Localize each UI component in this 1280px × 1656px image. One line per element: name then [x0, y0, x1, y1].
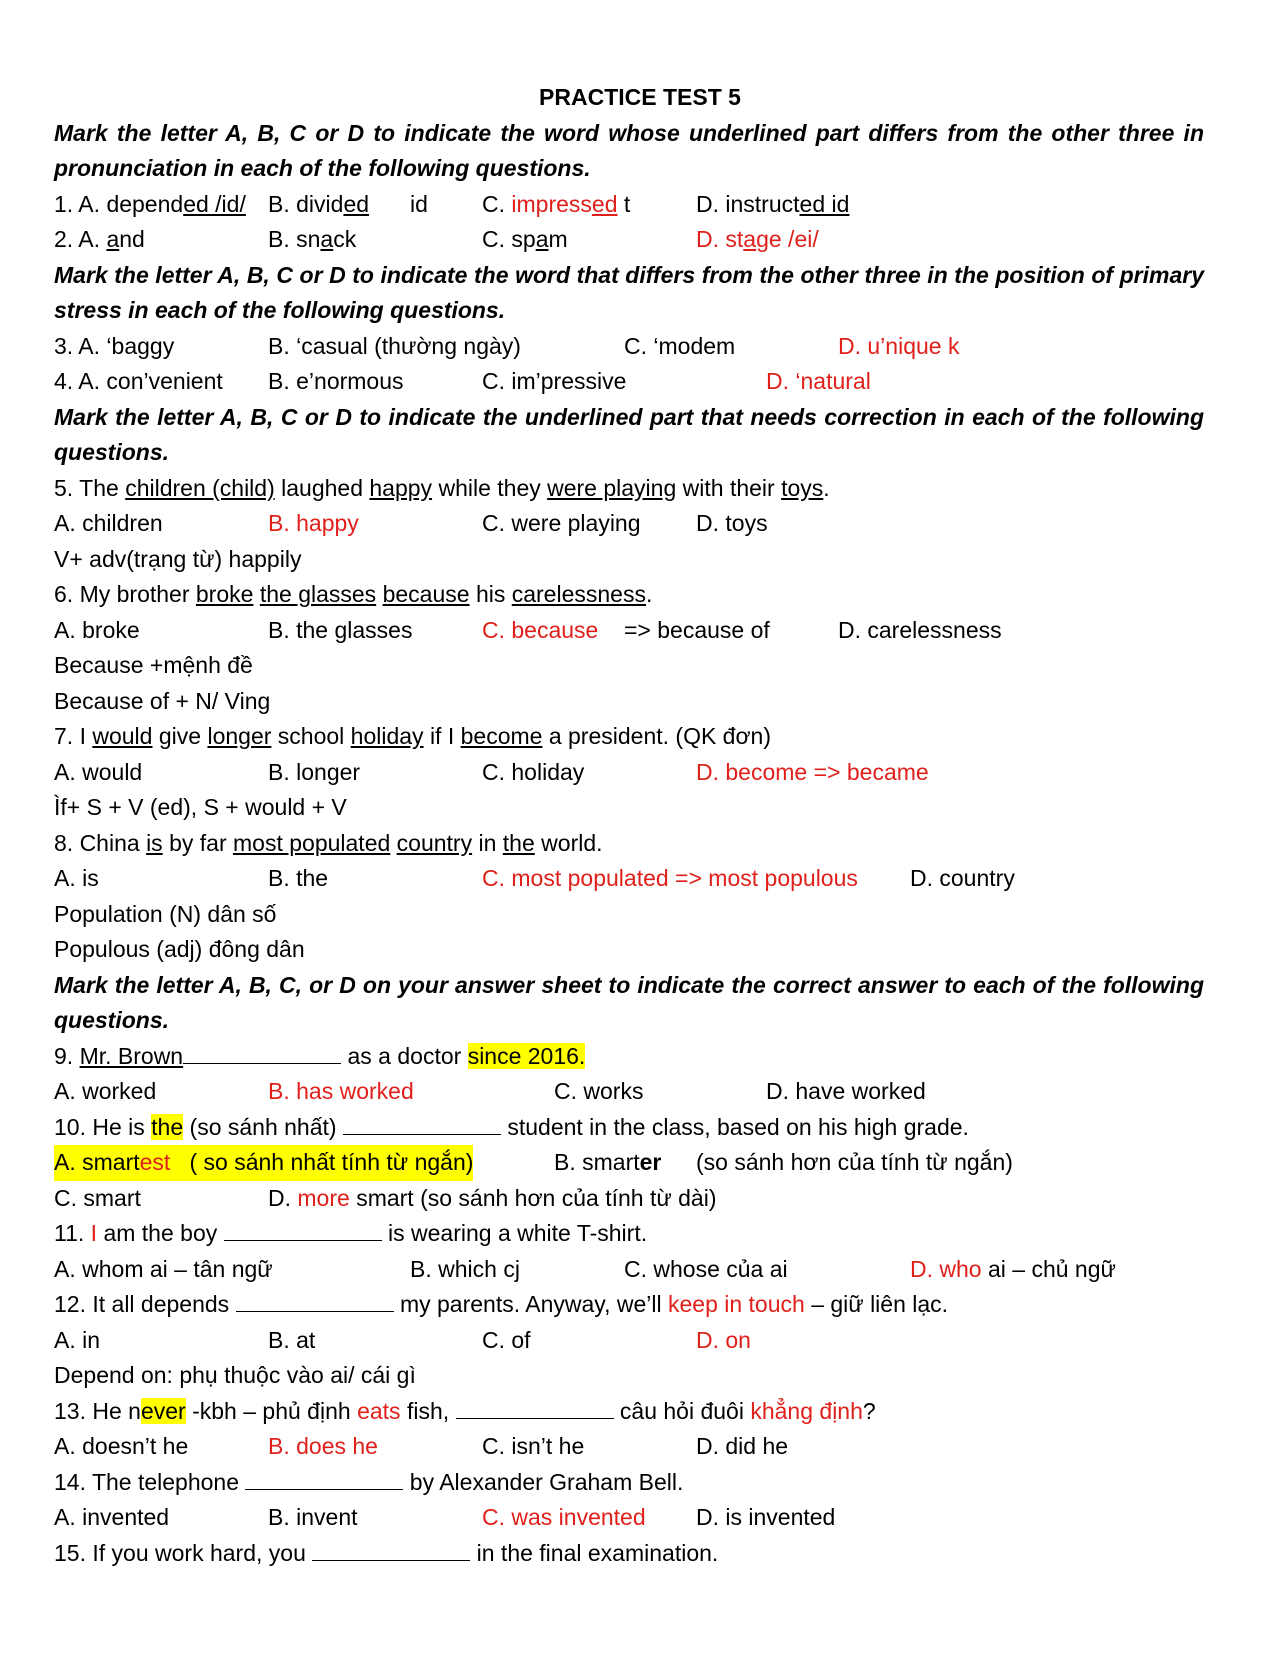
q2-option-c: C. spam	[482, 226, 568, 252]
answer-blank	[343, 1112, 501, 1135]
q8-note-1: Population (N) dân số	[54, 900, 277, 927]
section3-instruction: Mark the letter A, B, C or D to indicate the underlined part that needs correction in each of the following questions.	[54, 403, 1204, 465]
q12-options	[54, 1323, 1280, 1359]
q14-option-b: B. invent	[268, 1504, 358, 1530]
q9-option-d: D. have worked	[766, 1078, 926, 1104]
q11-option-a: A. whom ai – tân ngữ	[54, 1255, 273, 1282]
q5-option-d: D. toys	[696, 510, 768, 536]
q3-option-c: C. ‘modem	[624, 332, 736, 359]
q1-option-c: C. impressed t	[482, 190, 631, 217]
q10-option-c: C. smart	[54, 1184, 141, 1211]
q11-option-d: D. who ai – chủ ngữ	[910, 1255, 1116, 1282]
q9-option-a: A. worked	[54, 1078, 157, 1104]
q8-option-b: B. the	[268, 865, 329, 891]
q6-option-c-note: => because of	[624, 616, 770, 643]
q6-option-a: A. broke	[54, 616, 140, 643]
q7-options	[54, 755, 1280, 791]
q4-option-c: C. im’pressive	[482, 368, 627, 394]
q10-option-d: D. more smart (so sánh hơn của tính từ dài)	[268, 1184, 717, 1211]
q6-option-b: B. the glasses	[268, 616, 413, 643]
q12-option-a: A. in	[54, 1326, 101, 1353]
question-4	[54, 364, 1280, 400]
q8-note-2: Populous (adj) đông dân	[54, 936, 305, 962]
answer-blank	[456, 1396, 614, 1419]
question-2	[54, 222, 1280, 258]
q10-option-a: A. smartest ( so sánh nhất tính từ ngắn)	[54, 1145, 473, 1181]
q5-note: V+ adv(trạng từ) happily	[54, 545, 302, 572]
q7-option-d: D. become => became	[696, 758, 929, 785]
question-15: 15. If you work hard, you in the final examination.	[54, 1539, 719, 1566]
question-14: 14. The telephone by Alexander Graham Bell.	[54, 1468, 684, 1495]
question-8: 8. China is by far most populated country in the world.	[54, 829, 603, 856]
q14-option-c: C. was invented	[482, 1504, 646, 1530]
answer-blank	[236, 1289, 394, 1312]
q6-note-1: Because +mệnh đề	[54, 652, 253, 678]
q12-option-b: B. at	[268, 1326, 316, 1353]
question-5: 5. The children (child) laughed happy while they were playing with their toys.	[54, 474, 830, 501]
q3-option-a: 3. A. ‘baggy	[54, 332, 175, 359]
q8-options	[54, 861, 1280, 897]
q11-option-b: B. which cj	[410, 1255, 520, 1282]
q7-note: Ìf+ S + V (ed), S + would + V	[54, 794, 347, 820]
question-12: 12. It all depends my parents. Anyway, we’ll keep in touch – giữ liên lạc.	[54, 1291, 949, 1317]
q7-option-b: B. longer	[268, 758, 361, 785]
question-1	[54, 187, 1280, 223]
q1-option-d: D. instructed id	[696, 190, 850, 217]
q13-option-c: C. isn’t he	[482, 1433, 585, 1459]
page-title: PRACTICE TEST 5	[539, 84, 741, 110]
q11-option-c: C. whose của ai	[624, 1255, 788, 1282]
q1-option-a: 1. A. depended /id/	[54, 190, 246, 217]
q5-option-a: A. children	[54, 510, 163, 536]
q5-option-c: C. were playing	[482, 510, 641, 536]
q13-option-a: A. doesn’t he	[54, 1433, 189, 1459]
q1-option-b-note: id	[410, 190, 428, 217]
section2-instruction: Mark the letter A, B, C or D to indicate the word that differs from the other three in the position of primary stress in each of the following questions.	[54, 261, 1204, 323]
question-7: 7. I would give longer school holiday if I become a president. (QK đơn)	[54, 723, 772, 749]
q13-options	[54, 1429, 1280, 1465]
question-11: 11. I am the boy is wearing a white T-shirt.	[54, 1220, 648, 1246]
q4-option-d: D. ‘natural	[766, 368, 871, 394]
q9-option-b: B. has worked	[268, 1078, 414, 1104]
q4-option-b: B. e’normous	[268, 368, 404, 394]
q8-option-a: A. is	[54, 865, 99, 891]
q10-options-cd	[54, 1181, 1280, 1217]
q5-options	[54, 506, 1280, 542]
answer-blank	[312, 1538, 470, 1561]
q3-option-d: D. u’nique k	[838, 332, 960, 359]
q4-option-a: 4. A. con’venient	[54, 368, 223, 394]
question-9: 9. Mr. Brown as a doctor since 2016.	[54, 1042, 586, 1069]
section1-instruction: Mark the letter A, B, C or D to indicate the word whose underlined part differs from the other three in pronunciation in each of the following questions.	[54, 119, 1204, 181]
q11-options	[54, 1252, 1280, 1288]
q14-option-d: D. is invented	[696, 1504, 836, 1530]
q6-note-2: Because of + N/ Ving	[54, 687, 271, 714]
q14-options	[54, 1500, 1280, 1536]
section4-instruction: Mark the letter A, B, C, or D on your answer sheet to indicate the correct answer to each of the following questions.	[54, 971, 1204, 1033]
q2-option-b: B. snack	[268, 226, 357, 252]
q9-option-c: C. works	[554, 1078, 644, 1104]
answer-blank	[245, 1467, 403, 1490]
answer-blank	[183, 1041, 341, 1064]
q14-option-a: A. invented	[54, 1504, 170, 1530]
q5-option-b: B. happy	[268, 510, 359, 536]
question-3	[54, 329, 1280, 365]
q2-option-d: D. stage /ei/	[696, 226, 819, 252]
q10-options-ab	[54, 1145, 1280, 1181]
q10-option-b: B. smarter	[554, 1149, 662, 1175]
q6-option-c: C. because	[482, 616, 599, 643]
question-6: 6. My brother broke the glasses because his carelessness.	[54, 581, 653, 607]
question-10: 10. He is the (so sánh nhất) student in the class, based on his high grade.	[54, 1113, 969, 1140]
q10-option-b-note: (so sánh hơn của tính từ ngắn)	[696, 1149, 1013, 1175]
answer-blank	[224, 1218, 382, 1241]
q8-option-c: C. most populated => most populous	[482, 865, 858, 891]
q13-option-b: B. does he	[268, 1433, 378, 1459]
q12-option-c: C. of	[482, 1326, 531, 1353]
q6-options	[54, 613, 1280, 649]
q12-option-d: D. on	[696, 1326, 751, 1353]
q7-option-a: A. would	[54, 758, 143, 785]
question-13: 13. He never -kbh – phủ định eats fish, câu hỏi đuôi khẳng định?	[54, 1397, 876, 1424]
q6-option-d: D. carelessness	[838, 616, 1002, 643]
q7-option-c: C. holiday	[482, 758, 585, 785]
q8-option-d: D. country	[910, 865, 1015, 891]
q13-option-d: D. did he	[696, 1433, 789, 1459]
q1-option-b: B. divided	[268, 190, 370, 217]
q9-options	[54, 1074, 1280, 1110]
q12-note: Depend on: phụ thuộc vào ai/ cái gì	[54, 1362, 416, 1388]
q3-option-b: B. ‘casual (thường ngày)	[268, 332, 521, 359]
q2-option-a: 2. A. and	[54, 226, 145, 252]
